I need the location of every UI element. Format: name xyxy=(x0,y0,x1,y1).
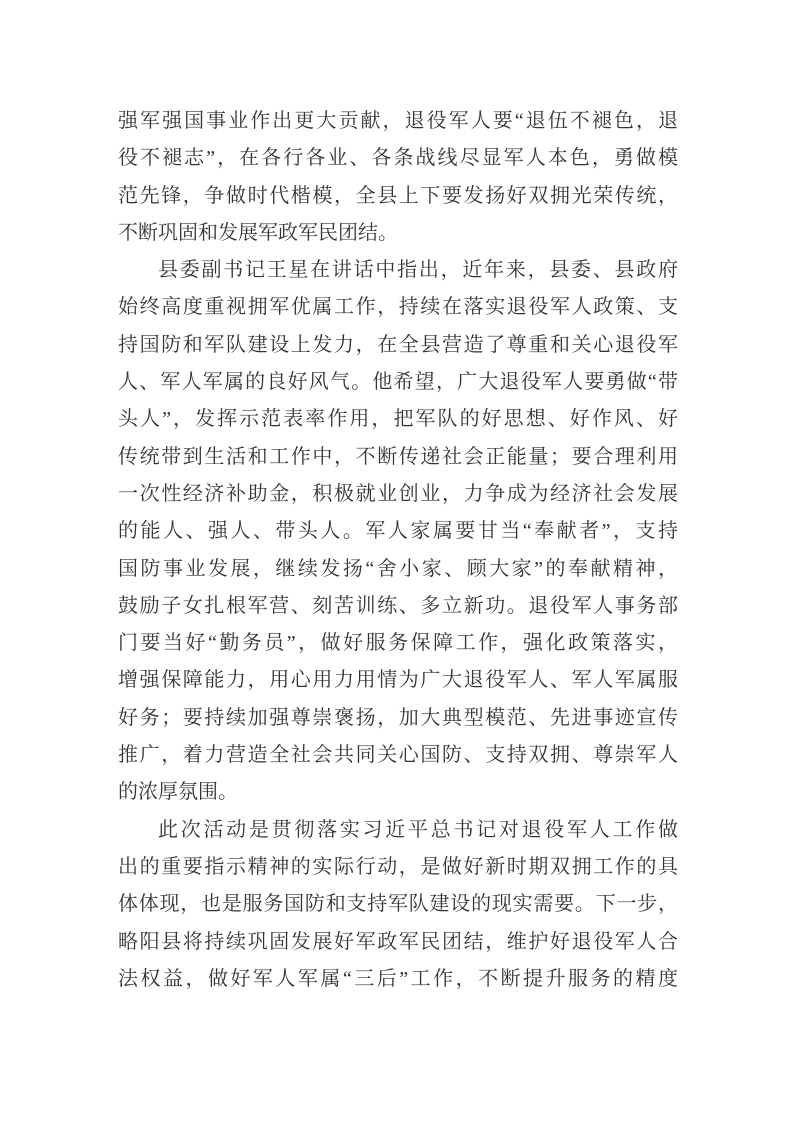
text-line: 国防事业发展，继续发扬“舍小家、顾大家”的奉献精神， xyxy=(118,557,678,580)
text-line: 增强保障能力，用心用力用情为广大退役军人、军人军属服 xyxy=(118,669,678,692)
paragraph xyxy=(118,252,678,811)
text-line: 不断巩固和发展军政军民团结。 xyxy=(118,221,398,244)
text-line: 推广，着力营造全社会共同关心国防、支持双拥、尊崇军人 xyxy=(118,744,678,767)
paragraph xyxy=(118,812,678,998)
text-line: 的浓厚氛围。 xyxy=(118,781,238,804)
text-line: 略阳县将持续巩固发展好军政军民团结，维护好退役军人合 xyxy=(118,930,678,953)
text-line: 体体现，也是服务国防和支持军队建设的现实需要。下一步， xyxy=(118,893,678,916)
text-line: 好务；要持续加强尊崇褒扬，加大典型模范、先进事迹宣传 xyxy=(118,706,678,729)
text-line: 传统带到生活和工作中，不断传递社会正能量；要合理利用 xyxy=(118,445,678,468)
text-line: 范先锋，争做时代楷模，全县上下要发扬好双拥光荣传统， xyxy=(118,184,678,207)
text-line: 县委副书记王星在讲话中指出，近年来，县委、县政府 xyxy=(158,259,678,282)
text-line: 法权益，做好军人军属“三后”工作，不断提升服务的精度 xyxy=(118,967,678,990)
text-line: 一次性经济补助金，积极就业创业，力争成为经济社会发展 xyxy=(118,482,678,505)
text-line: 始终高度重视拥军优属工作，持续在落实退役军人政策、支 xyxy=(118,296,678,319)
text-line: 出的重要指示精神的实际行动，是做好新时期双拥工作的具 xyxy=(118,855,678,878)
text-line: 鼓励子女扎根军营、刻苦训练、多立新功。退役军人事务部 xyxy=(118,594,678,617)
text-line: 此次活动是贯彻落实习近平总书记对退役军人工作做 xyxy=(158,818,678,841)
text-line: 头人”，发挥示范表率作用，把军队的好思想、好作风、好 xyxy=(118,408,678,431)
text-line: 门要当好“勤务员”，做好服务保障工作，强化政策落实， xyxy=(118,632,678,655)
text-line: 的能人、强人、带头人。军人家属要甘当“奉献者”，支持 xyxy=(118,520,678,543)
document-body xyxy=(118,103,678,998)
text-line: 人、军人军属的良好风气。他希望，广大退役军人要勇做“带 xyxy=(118,371,678,394)
text-line: 强军强国事业作出更大贡献，退役军人要“退伍不褪色，退 xyxy=(118,110,678,132)
text-line: 持国防和军队建设上发力，在全县营造了尊重和关心退役军 xyxy=(118,333,678,356)
paragraph xyxy=(118,103,678,252)
text-line: 役不褪志”，在各行各业、各条战线尽显军人本色，勇做模 xyxy=(118,147,678,170)
